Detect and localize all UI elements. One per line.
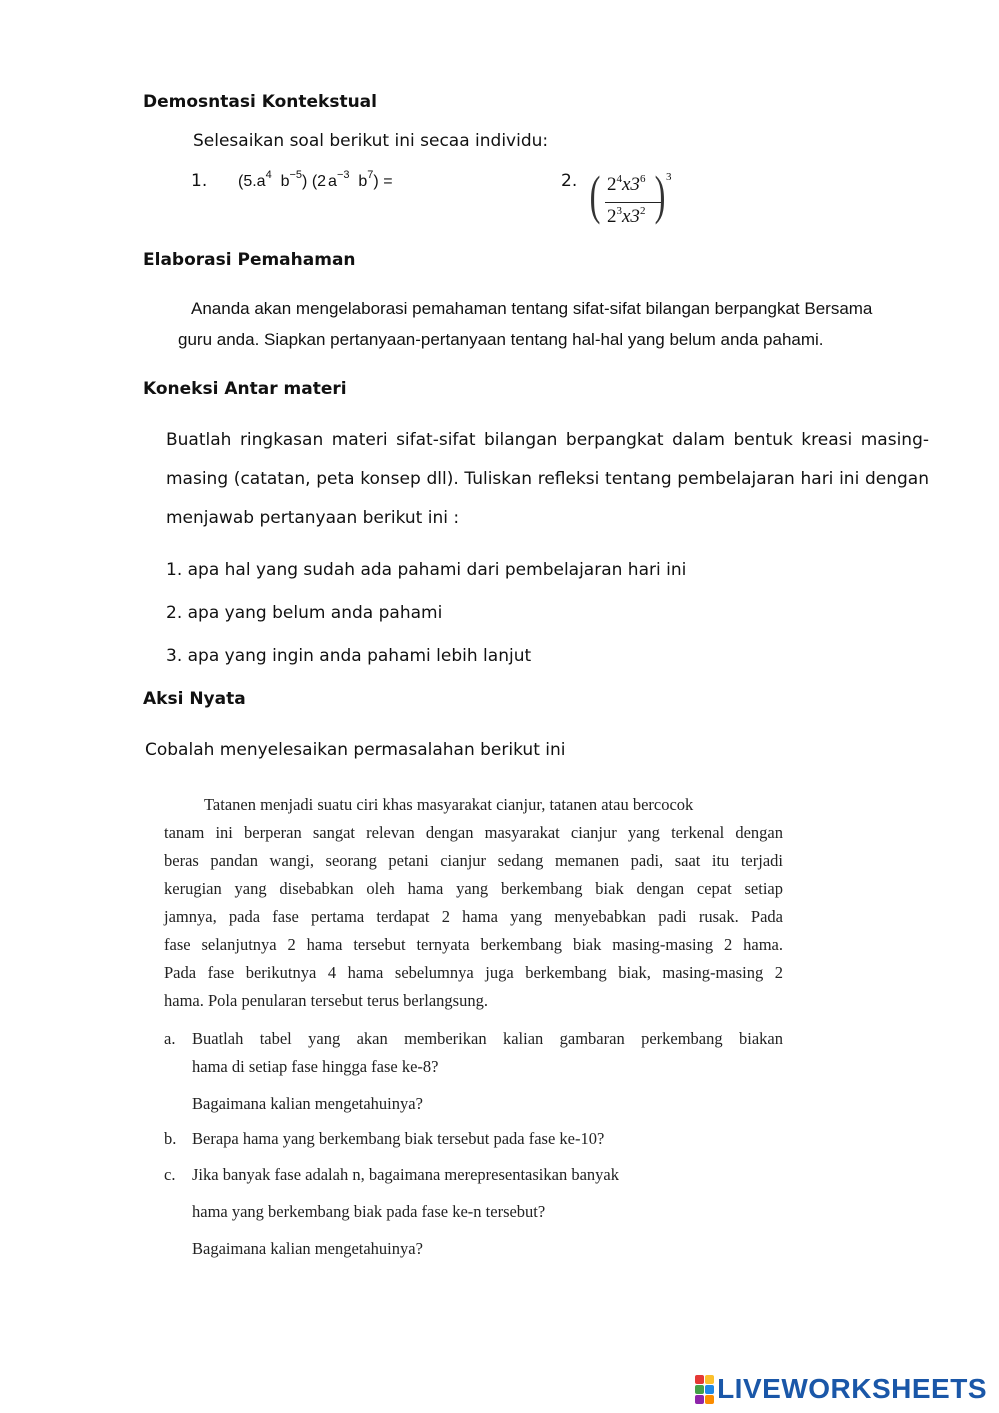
item-a-label: a. <box>164 1029 176 1048</box>
right-paren: ) <box>654 165 666 225</box>
logo-grid-icon <box>695 1375 714 1404</box>
heading-aksi: Aksi Nyata <box>143 689 246 709</box>
heading-demonstrasi: Demosntasi Kontekstual <box>143 92 377 112</box>
elaborasi-line-2: guru anda. Siapkan pertanyaan-pertanyaan tentang hal-hal yang belum anda pahami. <box>178 330 824 349</box>
item-a-line-1: Buatlah tabel yang akan memberikan kalian gambaran perkembang biakan <box>192 1029 783 1048</box>
liveworksheets-logo[interactable] <box>695 1374 987 1404</box>
problem1-expression: ($5.a^4$ $b^{-5}$) (2 $a^{-3}$ $b^7$) = <box>238 169 393 190</box>
problem-paragraph-line: Pada fase berikutnya 4 hama sebelumnya juga berkembang biak, masing-masing 2 <box>164 963 783 982</box>
left-paren: ( <box>589 165 601 225</box>
item-b-label: b. <box>164 1129 177 1148</box>
aksi-intro: Cobalah menyelesaikan permasalahan berikut ini <box>145 740 566 760</box>
item-c-line-3: Bagaimana kalian mengetahuinya? <box>192 1239 423 1258</box>
problem-paragraph-line: tanam ini berperan sangat relevan dengan masyarakat cianjur yang terkenal dengan <box>164 823 783 842</box>
koneksi-line-1: Buatlah ringkasan materi sifat-sifat bilangan berpangkat dalam bentuk kreasi masing- <box>166 430 929 450</box>
item-c-line-1: Jika banyak fase adalah n, bagaimana merepresentasikan banyak <box>192 1165 619 1184</box>
heading-koneksi: Koneksi Antar materi <box>143 379 347 399</box>
item-a-line-2: hama di setiap fase hingga fase ke-8? <box>192 1057 439 1076</box>
problem2-fraction: $2^4x3^6$ $2^3x3^2$ <box>605 172 665 232</box>
problem-paragraph-line: beras pandan wangi, seorang petani cianjur sedang memanen padi, saat itu terjadi <box>164 851 783 870</box>
item-b-line-1: Berapa hama yang berkembang biak tersebut pada fase ke-10? <box>192 1129 605 1148</box>
problem2-outer-exponent: 3 <box>666 171 672 183</box>
problem-paragraph-line: hama. Pola penularan tersebut terus berlangsung. <box>164 991 488 1010</box>
elaborasi-line-1: Ananda akan mengelaborasi pemahaman tentang sifat-sifat bilangan berpangkat Bersama <box>191 299 873 318</box>
question-item: 1. apa hal yang sudah ada pahami dari pembelajaran hari ini <box>166 560 687 580</box>
problem-paragraph-line: jamnya, pada fase pertama terdapat 2 hama yang menyebabkan padi rusak. Pada <box>164 907 783 926</box>
item-a-line-3: Bagaimana kalian mengetahuinya? <box>192 1094 423 1113</box>
question-item: 2. apa yang belum anda pahami <box>166 603 443 623</box>
problem1-number: 1. <box>191 171 208 191</box>
problem2-number: 2. <box>561 171 578 191</box>
heading-elaborasi: Elaborasi Pemahaman <box>143 250 356 270</box>
logo-text: LIVEWORKSHEETS <box>717 1373 987 1404</box>
koneksi-line-2: masing (catatan, peta konsep dll). Tuliskan refleksi tentang pembelajaran hari ini dengan <box>166 469 929 489</box>
question-item: 3. apa yang ingin anda pahami lebih lanjut <box>166 646 532 666</box>
problem-paragraph-line: kerugian yang disebabkan oleh hama yang berkembang biak dengan cepat setiap <box>164 879 783 898</box>
problem-paragraph-line: fase selanjutnya 2 hama tersebut ternyata berkembang biak masing-masing 2 hama. <box>164 935 783 954</box>
problem-paragraph-line: Tatanen menjadi suatu ciri khas masyarakat cianjur, tatanen atau bercocok <box>204 795 694 814</box>
demonstrasi-intro: Selesaikan soal berikut ini secaa individu: <box>193 131 549 151</box>
item-c-label: c. <box>164 1165 176 1184</box>
item-c-line-2: hama yang berkembang biak pada fase ke-n tersebut? <box>192 1202 546 1221</box>
koneksi-line-3: menjawab pertanyaan berikut ini : <box>166 508 460 528</box>
